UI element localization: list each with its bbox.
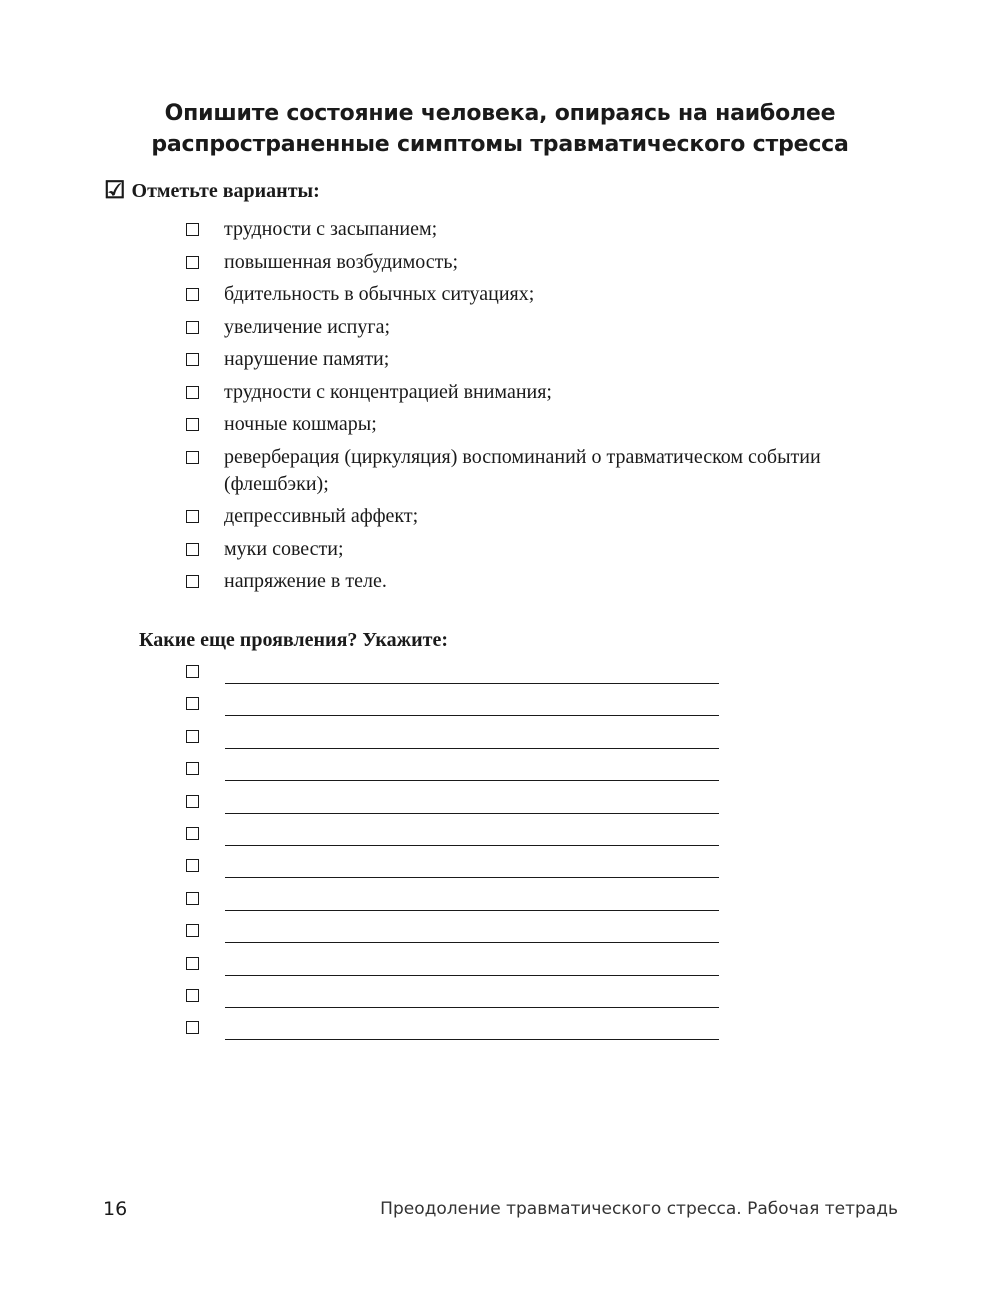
write-in-line[interactable] [225, 662, 719, 684]
checklist-item [186, 249, 926, 276]
blank-row [186, 727, 719, 759]
checkbox[interactable] [186, 762, 199, 775]
blank-row [186, 986, 719, 1018]
checklist-item-label: напряжение в теле. [224, 570, 387, 592]
checkbox[interactable] [186, 730, 199, 743]
checkbox[interactable] [186, 1021, 199, 1034]
checklist-item [186, 346, 926, 373]
write-in-line[interactable] [225, 1018, 719, 1040]
symptom-checklist [186, 216, 926, 601]
checklist-item [186, 314, 926, 341]
checkbox[interactable] [186, 418, 199, 431]
checkbox[interactable] [186, 543, 199, 556]
checkbox[interactable] [186, 859, 199, 872]
blank-row [186, 954, 719, 986]
page-title-line-1: Опишите состояние человека, опираясь на наиболее [164, 101, 836, 126]
checkbox[interactable] [186, 288, 199, 301]
write-in-line[interactable] [225, 694, 719, 716]
checkbox[interactable] [186, 924, 199, 937]
write-in-line[interactable] [225, 759, 719, 781]
running-title: Преодоление травматического стресса. Рабочая тетрадь [380, 1199, 898, 1219]
page-title [0, 98, 1000, 160]
checklist-item-label: ночные кошмары; [224, 413, 377, 435]
instruction [104, 176, 320, 206]
checklist-item-label: реверберация (циркуляция) воспоминаний о травматическом событии (флешбэки); [224, 445, 821, 495]
blank-row [186, 792, 719, 824]
checkbox[interactable] [186, 256, 199, 269]
checkbox[interactable] [186, 386, 199, 399]
write-in-line[interactable] [225, 921, 719, 943]
checklist-item [186, 379, 926, 406]
blank-row [186, 662, 719, 694]
checkbox[interactable] [186, 665, 199, 678]
checkbox[interactable] [186, 697, 199, 710]
write-in-line[interactable] [225, 856, 719, 878]
checklist-item-label: муки совести; [224, 537, 344, 560]
checklist-item [186, 444, 926, 498]
checkbox[interactable] [186, 575, 199, 588]
checkbox[interactable] [186, 451, 199, 464]
other-symptoms-heading: Какие еще проявления? Укажите: [139, 629, 449, 651]
write-in-line[interactable] [225, 824, 719, 846]
write-in-line[interactable] [225, 889, 719, 911]
checked-box-icon: ☑ [104, 178, 126, 204]
checklist-item [186, 536, 926, 563]
blank-row [186, 759, 719, 791]
page-number: 16 [103, 1198, 128, 1220]
checklist-item-label: бдительность в обычных ситуациях; [224, 283, 535, 305]
instruction-label: Отметьте варианты: [131, 180, 320, 202]
blank-row [186, 889, 719, 921]
blank-row [186, 1018, 719, 1050]
checklist-item [186, 411, 926, 438]
checkbox[interactable] [186, 353, 199, 366]
checklist-item-label: увеличение испуга; [224, 315, 391, 338]
write-in-line[interactable] [225, 727, 719, 749]
checklist-item [186, 216, 926, 243]
blank-row [186, 921, 719, 953]
checklist-item-label: трудности с концентрацией внимания; [224, 380, 552, 403]
checkbox[interactable] [186, 321, 199, 334]
checklist-item-label: трудности с засыпанием; [224, 218, 438, 240]
checkbox[interactable] [186, 957, 199, 970]
checkbox[interactable] [186, 989, 199, 1002]
checkbox[interactable] [186, 223, 199, 236]
write-in-line[interactable] [225, 954, 719, 976]
checklist-item-label: повышенная возбудимость; [224, 250, 459, 273]
checklist-item-label: нарушение памяти; [224, 348, 390, 370]
blank-row [186, 856, 719, 888]
page-title-line-2: распространенные симптомы травматического стресса [151, 132, 849, 157]
write-in-line[interactable] [225, 792, 719, 814]
checkbox[interactable] [186, 510, 199, 523]
checklist-item [186, 503, 926, 530]
checkbox[interactable] [186, 827, 199, 840]
checklist-item-label: депрессивный аффект; [224, 505, 419, 527]
checkbox[interactable] [186, 795, 199, 808]
write-in-line[interactable] [225, 986, 719, 1008]
other-symptoms-list [186, 662, 719, 1051]
checklist-item [186, 568, 926, 595]
blank-row [186, 694, 719, 726]
blank-row [186, 824, 719, 856]
checklist-item [186, 281, 926, 308]
checkbox[interactable] [186, 892, 199, 905]
